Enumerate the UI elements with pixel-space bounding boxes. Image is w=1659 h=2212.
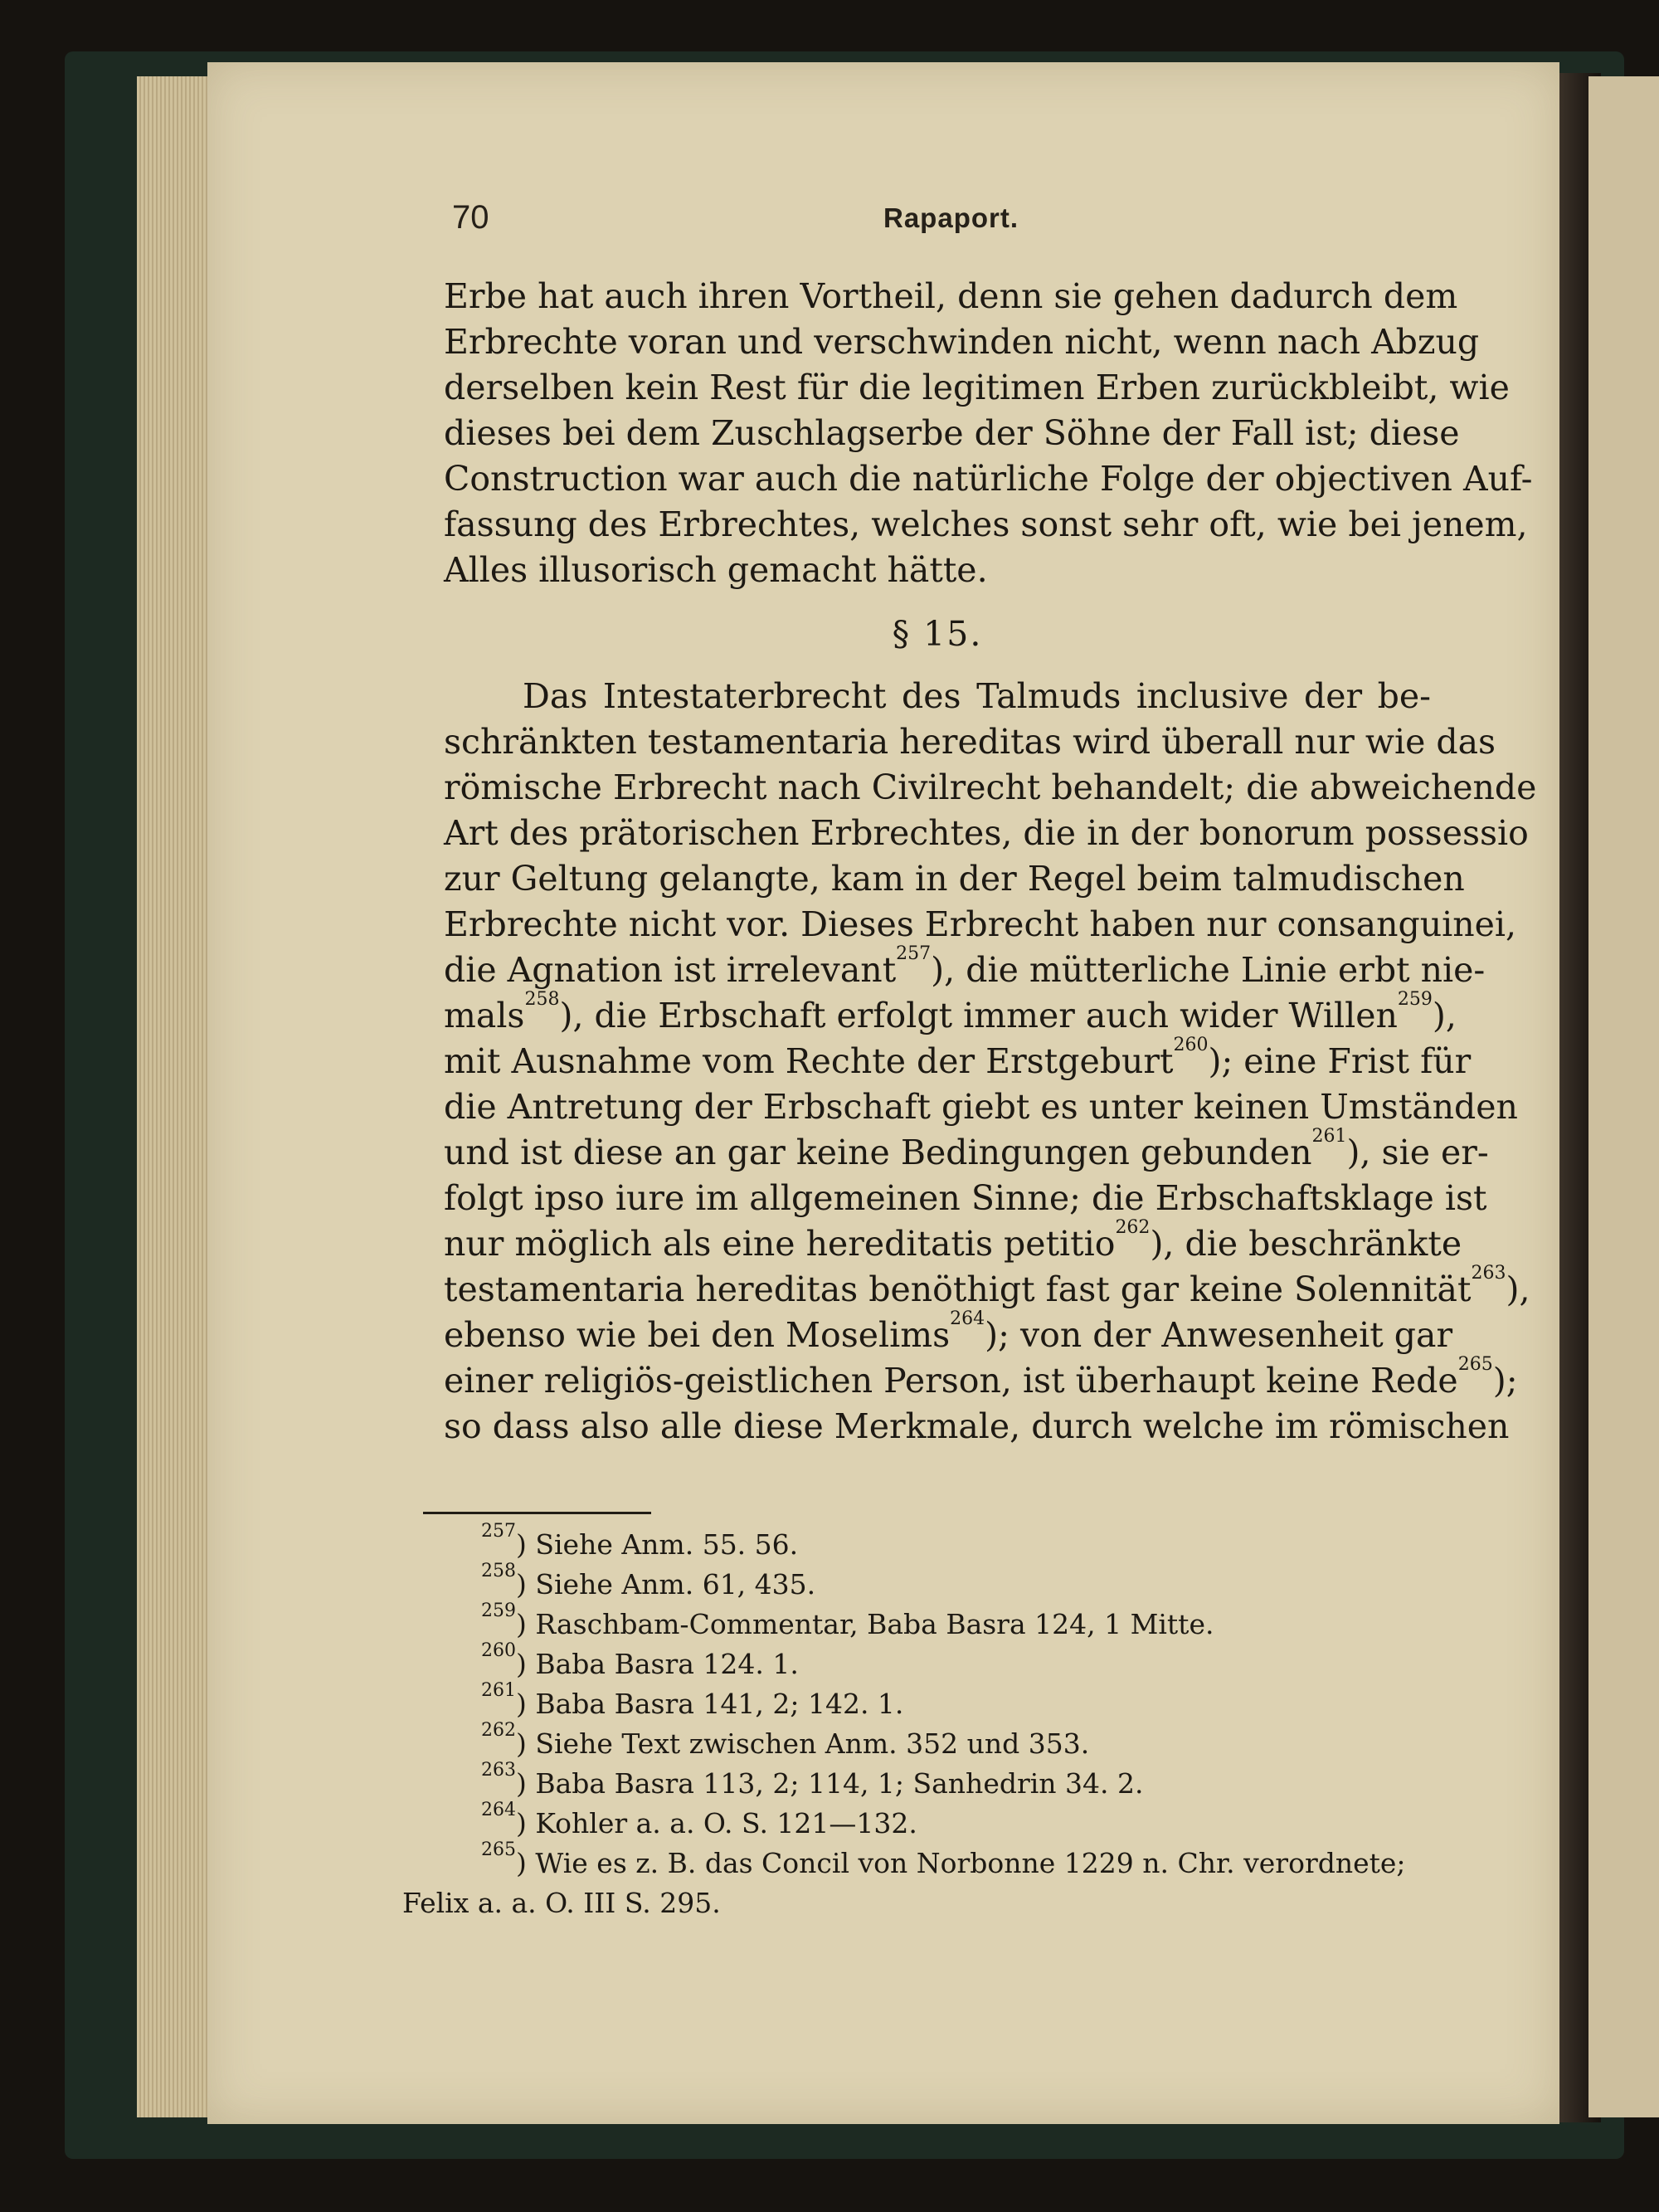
footnote-ref: 265 [1457, 1354, 1493, 1375]
text-line: Erbrechte nicht vor. Dieses Erbrecht haben nur consanguinei, [444, 904, 1517, 944]
footnote: $^{259}$) Raschbam-Commentar, Baba Basra 124, 1 Mitte. [481, 1601, 1214, 1640]
text-line: Construction war auch die natürliche Folge der objectiven Auf- [444, 459, 1533, 499]
footnote: $^{265}$) Wie es z. B. das Concil von Norbonne 1229 n. Chr. verordnete; [481, 1839, 1406, 1879]
footnote-ref: 264 [950, 1308, 985, 1329]
text-line: mals$^{258}$), die Erbschaft erfolgt immer auch wider Willen$^{259}$), [444, 989, 1457, 1035]
page-header [452, 199, 1406, 241]
main-text [444, 274, 1537, 1449]
page-number: 70 [452, 199, 489, 236]
footnotes [402, 1521, 1414, 1923]
text-line: die Antretung der Erbschaft giebt es unter keinen Umständen [444, 1087, 1518, 1127]
footnote: $^{258}$) Siehe Anm. 61, 435. [481, 1561, 816, 1601]
footnote-ref: 257 [896, 943, 932, 964]
footnote: $^{263}$) Baba Basra 113, 2; 114, 1; Sanhedrin 34. 2. [481, 1760, 1144, 1800]
footnote: $^{260}$) Baba Basra 124. 1. [481, 1640, 799, 1680]
footnote-ref: 262 [1115, 1217, 1151, 1238]
text-line: zur Geltung gelangte, kam in der Regel beim talmudischen [444, 859, 1465, 899]
text-line: Erbrechte voran und verschwinden nicht, wenn nach Abzug [444, 322, 1480, 362]
footnote-ref: 263 [1471, 1263, 1506, 1284]
footnote: $^{257}$) Siehe Anm. 55. 56. [481, 1521, 799, 1561]
text-line: mit Ausnahme vom Rechte der Erstgeburt$^{260}$); eine Frist für [444, 1035, 1472, 1081]
footnote-ref: 260 [1173, 1035, 1209, 1055]
text-line: Erbe hat auch ihren Vortheil, denn sie gehen dadurch dem [444, 276, 1458, 316]
text-line: die Agnation ist irrelevant$^{257}$), die mütterliche Linie erbt nie- [444, 943, 1486, 990]
text-line: nur möglich als eine hereditatis petitio$^{262}$), die beschränkte [444, 1217, 1462, 1264]
facing-page [1588, 76, 1659, 2117]
text-line: einer religiös-geistlichen Person, ist überhaupt keine Rede$^{265}$); [444, 1354, 1518, 1401]
footnote-ref: 261 [1311, 1126, 1347, 1147]
text-line: testamentaria hereditas benöthigt fast gar keine Solennität$^{263}$), [444, 1263, 1530, 1309]
footnote-ref: 258 [524, 989, 560, 1010]
text-line: dieses bei dem Zuschlagserbe der Söhne der Fall ist; diese [444, 413, 1460, 453]
text-line: schränkten testamentaria hereditas wird überall nur wie das [444, 722, 1496, 762]
text-line: derselben kein Rest für die legitimen Erben zurückbleibt, wie [444, 368, 1510, 407]
text-line: folgt ipso iure im allgemeinen Sinne; die Erbschaftsklage ist [444, 1178, 1487, 1218]
footnote: $^{261}$) Baba Basra 141, 2; 142. 1. [481, 1680, 904, 1720]
text-line: Alles illusorisch gemacht hätte. [444, 550, 988, 590]
text-line: Das Intestaterbrecht des Talmuds inclusive der be- [523, 676, 1431, 716]
section-heading: § 15. [892, 614, 983, 654]
text-line: ebenso wie bei den Moselims$^{264}$); von der Anwesenheit gar [444, 1308, 1453, 1355]
text-line: Art des prätorischen Erbrechtes, die in der bonorum possessio [444, 813, 1529, 853]
text-line: fassung des Erbrechtes, welches sonst sehr oft, wie bei jenem, [444, 504, 1528, 544]
running-title: Rapaport. [883, 202, 1019, 233]
text-line: römische Erbrecht nach Civilrecht behandelt; die abweichende [444, 767, 1537, 807]
text-line: und ist diese an gar keine Bedingungen gebunden$^{261}$), sie er- [444, 1126, 1489, 1172]
footnote-continuation: Felix a. a. O. III S. 295. [402, 1887, 721, 1919]
footnote-ref: 259 [1397, 989, 1433, 1010]
footnote-rule [423, 1512, 651, 1514]
footnote: $^{262}$) Siehe Text zwischen Anm. 352 und 353. [481, 1720, 1090, 1760]
footnote: $^{264}$) Kohler a. a. O. S. 121—132. [481, 1800, 917, 1839]
text-line: so dass also alle diese Merkmale, durch welche im römischen [444, 1406, 1510, 1446]
